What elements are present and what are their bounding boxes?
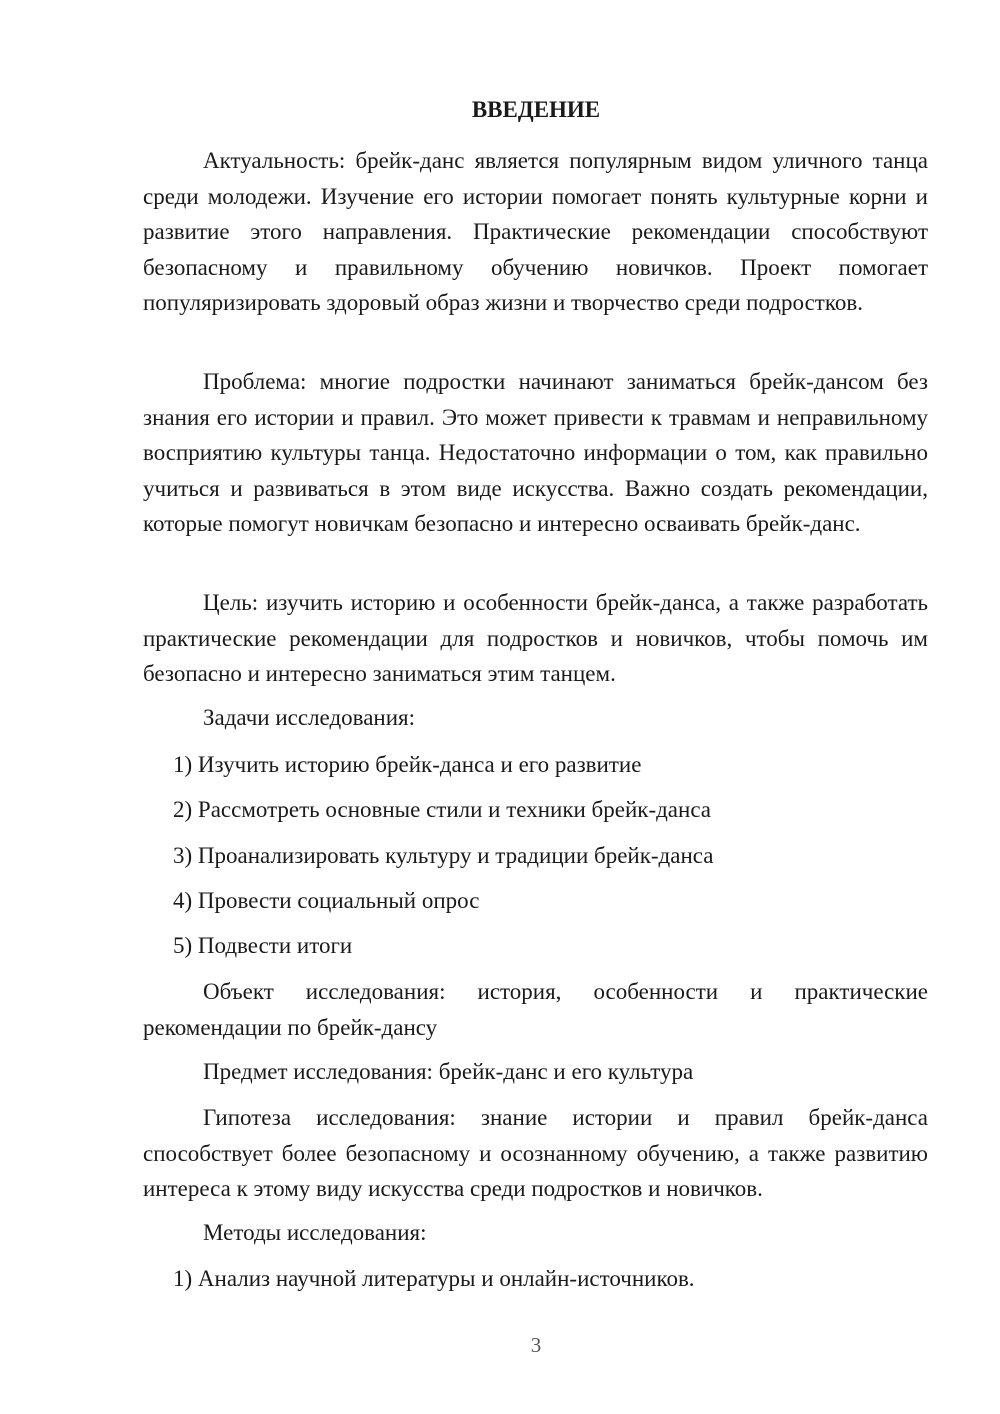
tasks-title: Задачи исследования: <box>203 705 416 730</box>
hypothesis-paragraph: Гипотеза исследования: знание истории и правил брейк-данса способствует более безопасному и осознанному обучению, а также развитию интереса к этому виду искусства среди подростков и новичков. <box>143 1105 928 1201</box>
task-item: 3) Проанализировать культуру и традиции брейк-данса <box>173 843 714 868</box>
task-item: 5) Подвести итоги <box>173 933 353 958</box>
object-paragraph: Объект исследования: история, особенности и практические рекомендации по брейк-дансу <box>143 979 928 1040</box>
page-title: ВВЕДЕНИЕ <box>471 97 601 122</box>
task-item: 4) Провести социальный опрос <box>173 888 480 913</box>
relevance-paragraph: Актуальность: брейк-данс является популярным видом уличного танца среди молодежи. Изучение его истории помогает понять культурные корни и развитие этого направления. Практические рекомендации способствуют безопасному и правильному обучению новичков. Проект помогает популяризировать здоровый образ жизни и творчество среди подростков. <box>143 148 928 315</box>
page-number: 3 <box>530 1333 542 1357</box>
goal-paragraph: Цель: изучить историю и особенности брейк-данса, а также разработать практические рекомендации для подростков и новичков, чтобы помочь им безопасно и интересно заниматься этим танцем. <box>143 590 928 686</box>
task-item: 2) Рассмотреть основные стили и техники брейк-данса <box>173 797 712 822</box>
problem-paragraph: Проблема: многие подростки начинают заниматься брейк-дансом без знания его истории и правил. Это может привести к травмам и неправильному восприятию культуры танца. Недостаточно информации о том, как правильно учиться и развиваться в этом виде искусства. Важно создать рекомендации, которые помогут новичкам безопасно и интересно осваивать брейк-данс. <box>143 369 928 536</box>
subject-paragraph: Предмет исследования: брейк-данс и его культура <box>203 1059 694 1084</box>
task-item: 1) Изучить историю брейк-данса и его развитие <box>173 752 642 777</box>
methods-title: Методы исследования: <box>203 1220 427 1245</box>
method-item: 1) Анализ научной литературы и онлайн-источников. <box>173 1266 695 1291</box>
